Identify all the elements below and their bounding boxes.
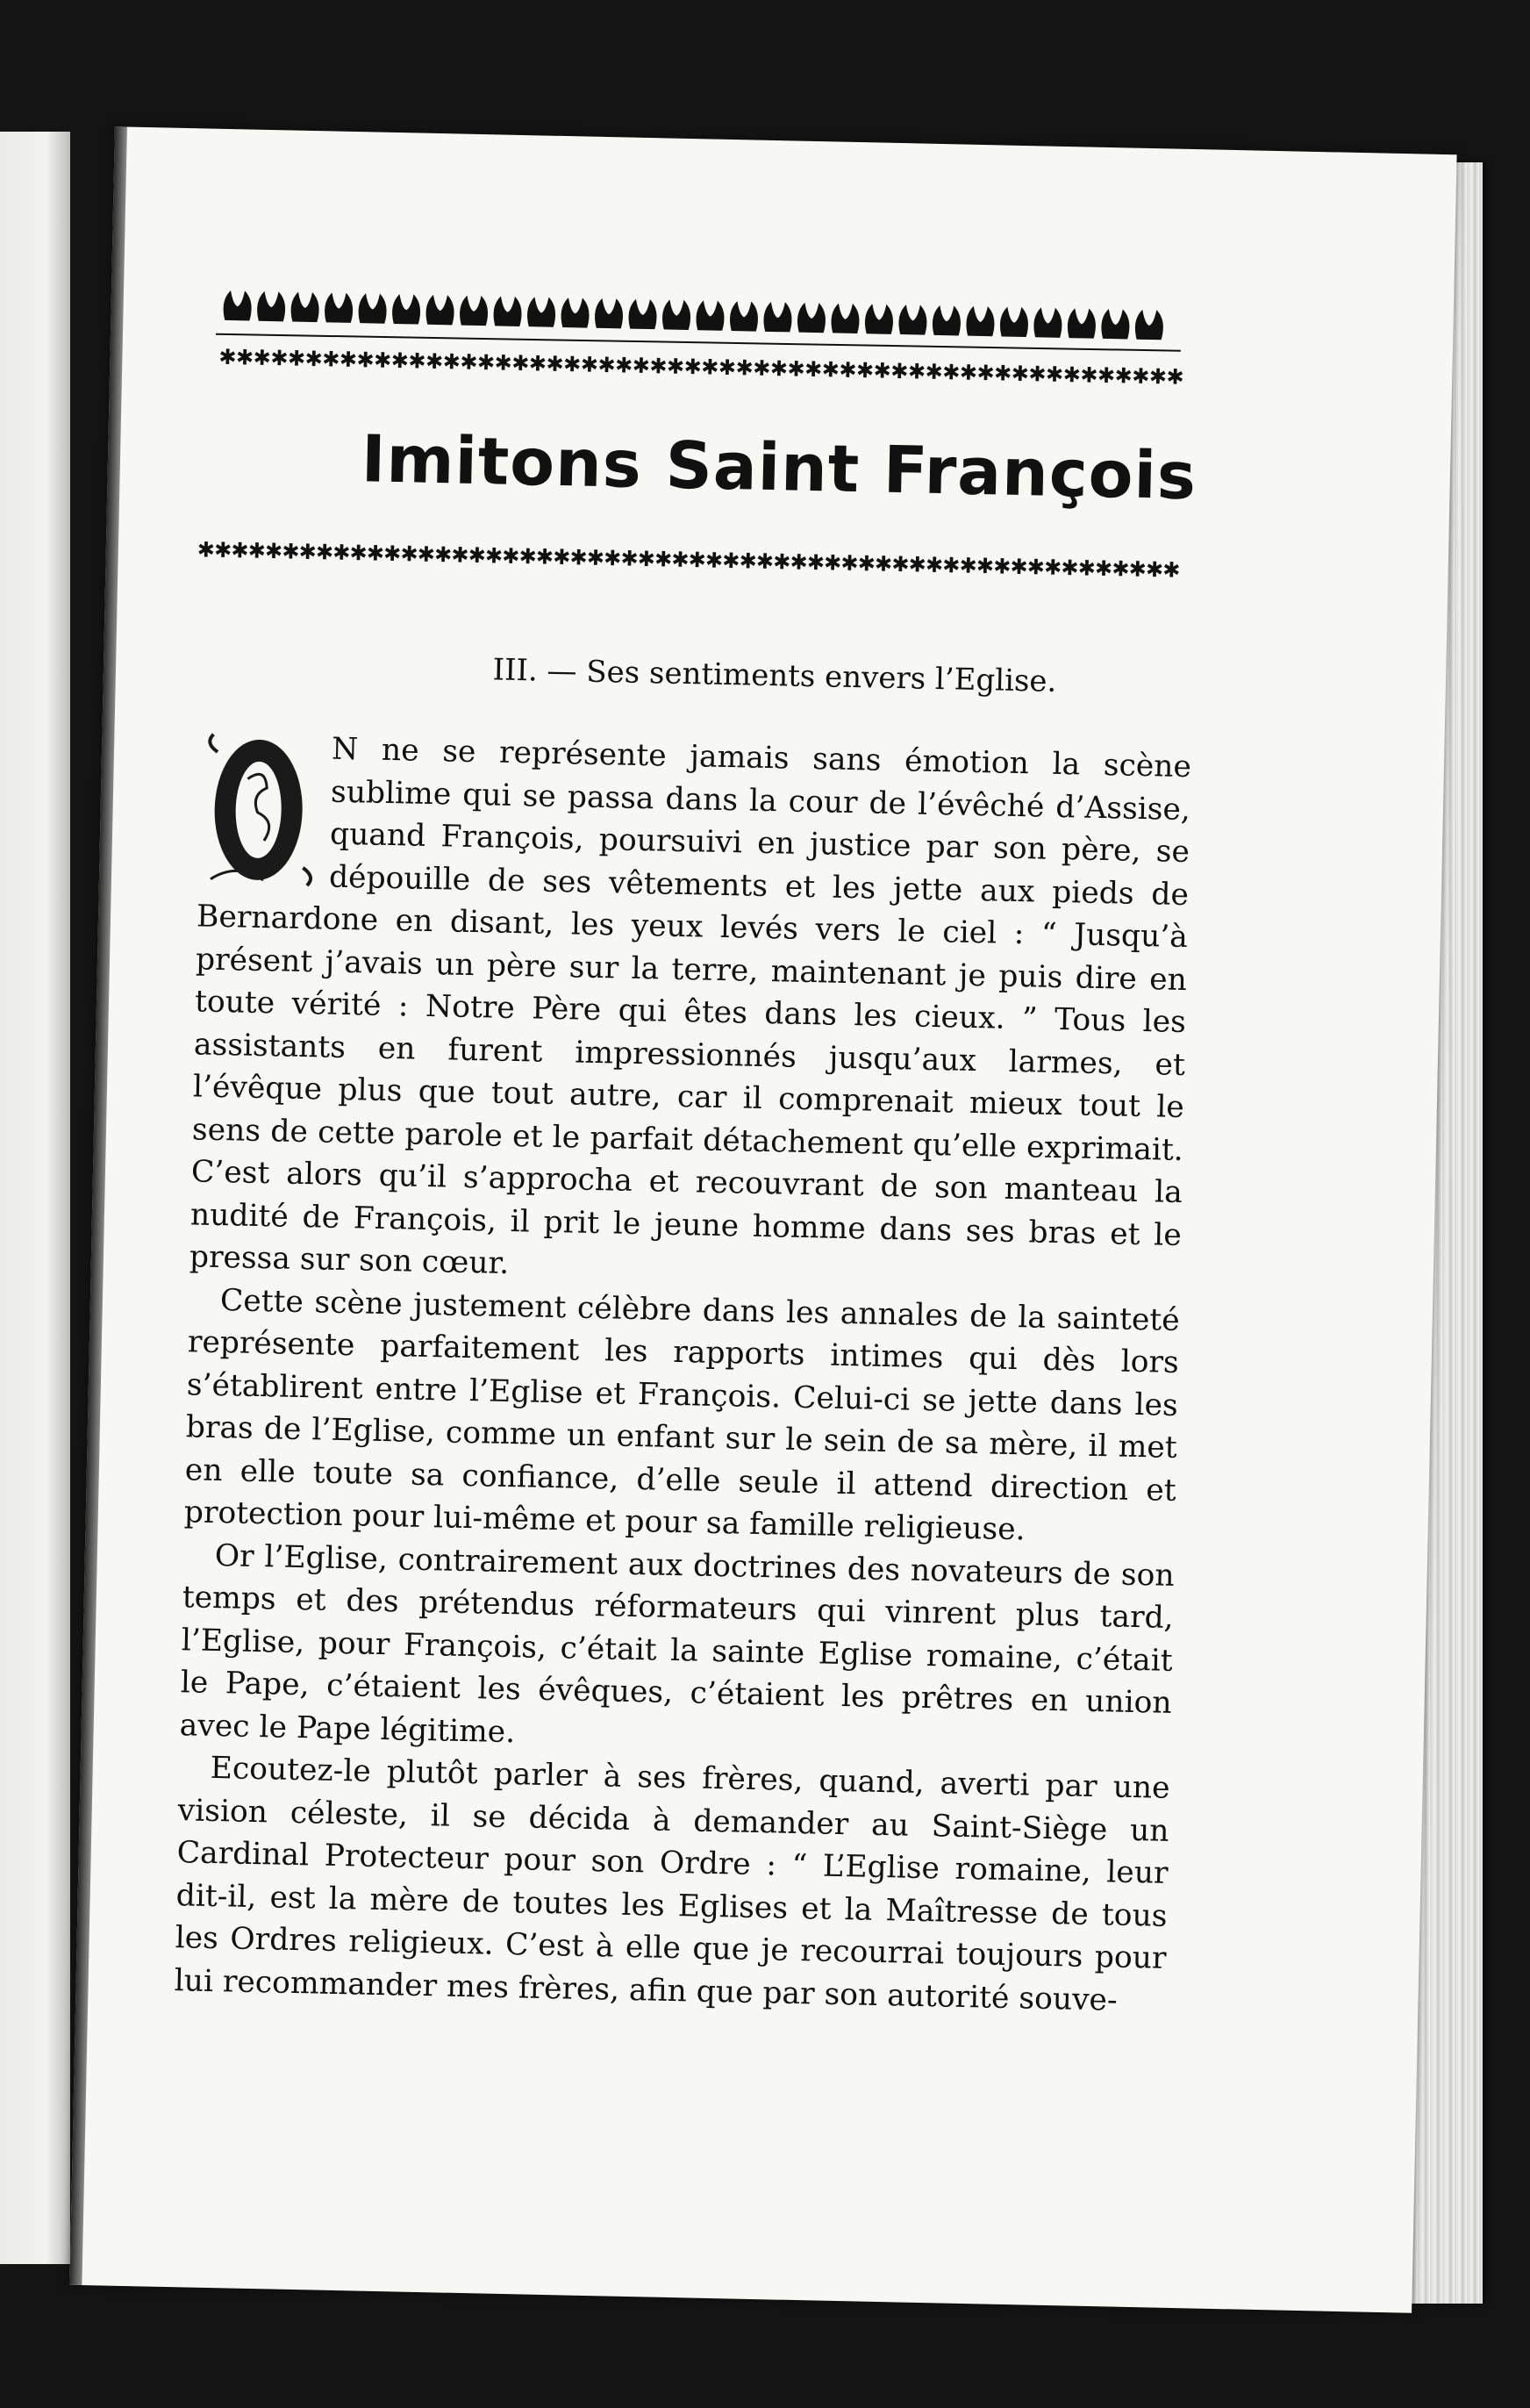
svg-text:✱: ✱ <box>390 348 410 374</box>
svg-text:✱: ✱ <box>282 539 300 564</box>
svg-text:✱: ✱ <box>755 548 775 575</box>
svg-text:✱: ✱ <box>890 358 909 384</box>
svg-text:✱: ✱ <box>787 356 805 382</box>
svg-text:✱: ✱ <box>959 553 978 578</box>
svg-text:✱: ✱ <box>839 357 857 383</box>
svg-text:✱: ✱ <box>315 540 334 565</box>
svg-text:✱: ✱ <box>1114 363 1133 389</box>
svg-text:✱: ✱ <box>840 550 859 577</box>
svg-text:✱: ✱ <box>688 548 707 573</box>
svg-text:✱: ✱ <box>247 538 267 563</box>
svg-text:✱: ✱ <box>433 541 453 568</box>
svg-text:✱: ✱ <box>637 546 656 572</box>
svg-text:✱: ✱ <box>701 355 719 380</box>
ornate-drop-cap-icon <box>197 725 332 894</box>
svg-text:✱: ✱ <box>1094 555 1113 582</box>
lead-in-letter: N <box>331 731 359 768</box>
svg-text:✱: ✱ <box>620 546 639 571</box>
svg-text:✱: ✱ <box>752 355 771 381</box>
svg-text:✱: ✱ <box>976 360 995 386</box>
svg-text:✱: ✱ <box>821 357 840 383</box>
svg-text:✱: ✱ <box>339 347 358 373</box>
svg-text:✱: ✱ <box>1043 555 1062 580</box>
section-subtitle: III. — Ses sentiments envers l’Eglise. <box>492 652 1057 699</box>
svg-text:✱: ✱ <box>213 537 232 563</box>
svg-text:✱: ✱ <box>925 552 944 578</box>
svg-text:✱: ✱ <box>654 547 673 572</box>
svg-text:✱: ✱ <box>218 344 237 370</box>
svg-text:✱: ✱ <box>891 551 910 577</box>
svg-text:✱: ✱ <box>356 348 375 373</box>
svg-text:✱: ✱ <box>1132 363 1150 390</box>
svg-text:✱: ✱ <box>1128 556 1148 582</box>
svg-text:✱: ✱ <box>484 543 504 569</box>
svg-text:✱: ✱ <box>1148 364 1168 390</box>
svg-text:✱: ✱ <box>941 360 961 385</box>
svg-text:✱: ✱ <box>769 355 789 382</box>
svg-text:✱: ✱ <box>253 345 272 371</box>
svg-text:✱: ✱ <box>511 350 530 376</box>
svg-text:✱: ✱ <box>425 348 444 375</box>
svg-text:✱: ✱ <box>976 553 995 579</box>
svg-text:✱: ✱ <box>569 545 588 570</box>
svg-text:✱: ✱ <box>580 352 599 377</box>
svg-text:✱: ✱ <box>993 361 1012 386</box>
svg-text:✱: ✱ <box>806 549 826 576</box>
svg-text:✱: ✱ <box>1097 362 1116 389</box>
svg-text:✱: ✱ <box>264 538 283 564</box>
svg-text:✱: ✱ <box>855 358 875 383</box>
previous-page-edge <box>0 132 70 2264</box>
svg-text:✱: ✱ <box>476 349 496 376</box>
svg-text:✱: ✱ <box>959 360 978 385</box>
decorative-star-rule <box>193 530 1181 585</box>
svg-text:✱: ✱ <box>468 542 487 569</box>
svg-text:✱: ✱ <box>366 541 385 566</box>
svg-text:✱: ✱ <box>373 348 392 373</box>
svg-text:✱: ✱ <box>502 543 520 570</box>
svg-text:✱: ✱ <box>535 544 554 570</box>
svg-text:✱: ✱ <box>1145 556 1164 583</box>
svg-text:✱: ✱ <box>349 540 368 566</box>
svg-text:✱: ✱ <box>704 548 724 573</box>
svg-text:✱: ✱ <box>857 551 876 577</box>
article-body <box>174 725 1191 2022</box>
svg-text:✱: ✱ <box>739 548 758 574</box>
svg-text:✱: ✱ <box>298 539 318 565</box>
svg-text:✱: ✱ <box>287 346 306 371</box>
svg-text:✱: ✱ <box>528 351 547 376</box>
svg-text:✱: ✱ <box>546 351 564 377</box>
svg-text:✱: ✱ <box>1166 364 1184 390</box>
svg-text:✱: ✱ <box>1077 555 1097 581</box>
svg-text:✱: ✱ <box>1010 554 1028 580</box>
svg-text:✱: ✱ <box>671 547 690 573</box>
svg-text:✱: ✱ <box>718 355 737 381</box>
svg-text:✱: ✱ <box>804 356 823 383</box>
svg-text:✱: ✱ <box>304 346 324 372</box>
page-title: Imitons Saint François <box>361 421 1198 515</box>
svg-text:✱: ✱ <box>332 540 351 565</box>
svg-text:✱: ✱ <box>1080 362 1098 388</box>
svg-text:✱: ✱ <box>552 544 571 570</box>
svg-text:✱: ✱ <box>417 541 436 567</box>
svg-text:✱: ✱ <box>823 550 842 576</box>
svg-text:✱: ✱ <box>735 355 754 381</box>
paragraph-3: Or l’Eglise, contrairement aux doctrines des novateurs de son temps et des prétendus réformateurs qui vinrent plus tard, l’Eglise, pour François, c’était la sainte Eglise romaine, c’était le Pape, c’étaient les évêques, c’étaient les prêtres en union avec le Pape légitime. <box>179 1537 1176 1750</box>
paragraph-2: Cette scène justement célèbre dans les annales de la sainteté représente parfaitement les rapports intimes qui dès lors s’établirent entre l’Eglise et François. Celui-ci se jette dans les bras de l’Eglise, comme un enfant sur le sein de sa mère, il met en elle toute sa confiance, d’elle seule il attend direction et protection pour lui-même et pour sa famille religieuse. <box>183 1282 1181 1548</box>
svg-text:✱: ✱ <box>790 549 808 575</box>
svg-text:✱: ✱ <box>270 346 289 371</box>
svg-text:✱: ✱ <box>683 354 703 380</box>
svg-text:✱: ✱ <box>408 348 426 374</box>
svg-text:✱: ✱ <box>235 345 254 370</box>
svg-text:✱: ✱ <box>1162 557 1181 583</box>
svg-text:✱: ✱ <box>632 353 651 379</box>
book-page <box>69 126 1456 2313</box>
svg-text:✱: ✱ <box>1028 362 1047 387</box>
svg-text:✱: ✱ <box>451 542 469 568</box>
svg-text:✱: ✱ <box>942 553 961 578</box>
decorative-header-ornament <box>215 278 1182 395</box>
svg-text:✱: ✱ <box>649 354 668 379</box>
svg-text:✱: ✱ <box>382 541 402 567</box>
svg-text:✱: ✱ <box>873 358 892 383</box>
svg-text:✱: ✱ <box>1062 362 1082 388</box>
paragraph-1-text: ne se représente jamais sans émotion la scène sublime qui se passa dans la cour de l’évêché d’Assise, quand François, poursuivi en justice par son père, se dépouille de ses vêtements et les jette aux pieds de Bernardone en disant, les yeux levés vers le ciel : “ Jusqu’à présent j’avais un père sur la terre, maintenant je puis dire en toute vérité : Notre Père qui êtes dans les cieux. ” Tous les assistants en furent impressionnés jusqu’aux larmes, et l’évêque plus que tout autre, car il comprenait mieux tout le sens de cette parole et le parfait détachement qu’elle exprimait. C’est alors qu’il s’approcha et recouvrant de son manteau la nudité de François, il prit le jeune homme dans ses bras et le pressa sur son cœur. <box>189 732 1192 1281</box>
svg-text:✱: ✱ <box>586 545 605 571</box>
svg-text:✱: ✱ <box>614 353 633 378</box>
svg-text:✱: ✱ <box>494 350 513 376</box>
svg-text:✱: ✱ <box>992 554 1012 579</box>
svg-text:✱: ✱ <box>603 546 622 571</box>
svg-text:✱: ✱ <box>722 548 740 574</box>
svg-text:✱: ✱ <box>321 347 340 372</box>
svg-text:✱: ✱ <box>597 352 616 378</box>
svg-text:✱: ✱ <box>518 544 538 570</box>
svg-text:✱: ✱ <box>908 552 927 577</box>
svg-text:✱: ✱ <box>925 359 944 385</box>
svg-text:✱: ✱ <box>1061 555 1079 581</box>
svg-text:✱: ✱ <box>907 359 926 384</box>
svg-text:✱: ✱ <box>874 551 893 577</box>
svg-text:✱: ✱ <box>197 537 216 563</box>
paragraph-4: Ecoutez-le plutôt parler à ses frères, quand, averti par une vision céleste, il se décida à demander au Saint-Siège un Cardinal Protecteur pour son Ordre : “ L’Eglise romaine, leur dit-il, est la mère de toutes les Eglises et la Maîtresse de tous les Ordres religieux. C’est à elle que je recourrai toujours pour lui recommander mes frères, afin que par son autorité souve- <box>174 1750 1170 2018</box>
svg-text:✱: ✱ <box>442 349 461 375</box>
svg-text:✱: ✱ <box>562 352 582 377</box>
svg-text:✱: ✱ <box>231 538 249 563</box>
paragraph-1 <box>189 725 1191 1299</box>
svg-text:✱: ✱ <box>1026 555 1046 580</box>
svg-text:✱: ✱ <box>666 354 685 379</box>
svg-text:✱: ✱ <box>772 549 791 575</box>
svg-text:✱: ✱ <box>1011 361 1030 387</box>
svg-text:✱: ✱ <box>460 349 478 375</box>
svg-text:✱: ✱ <box>1045 362 1064 387</box>
svg-text:✱: ✱ <box>400 541 418 567</box>
svg-text:✱: ✱ <box>1112 556 1130 582</box>
